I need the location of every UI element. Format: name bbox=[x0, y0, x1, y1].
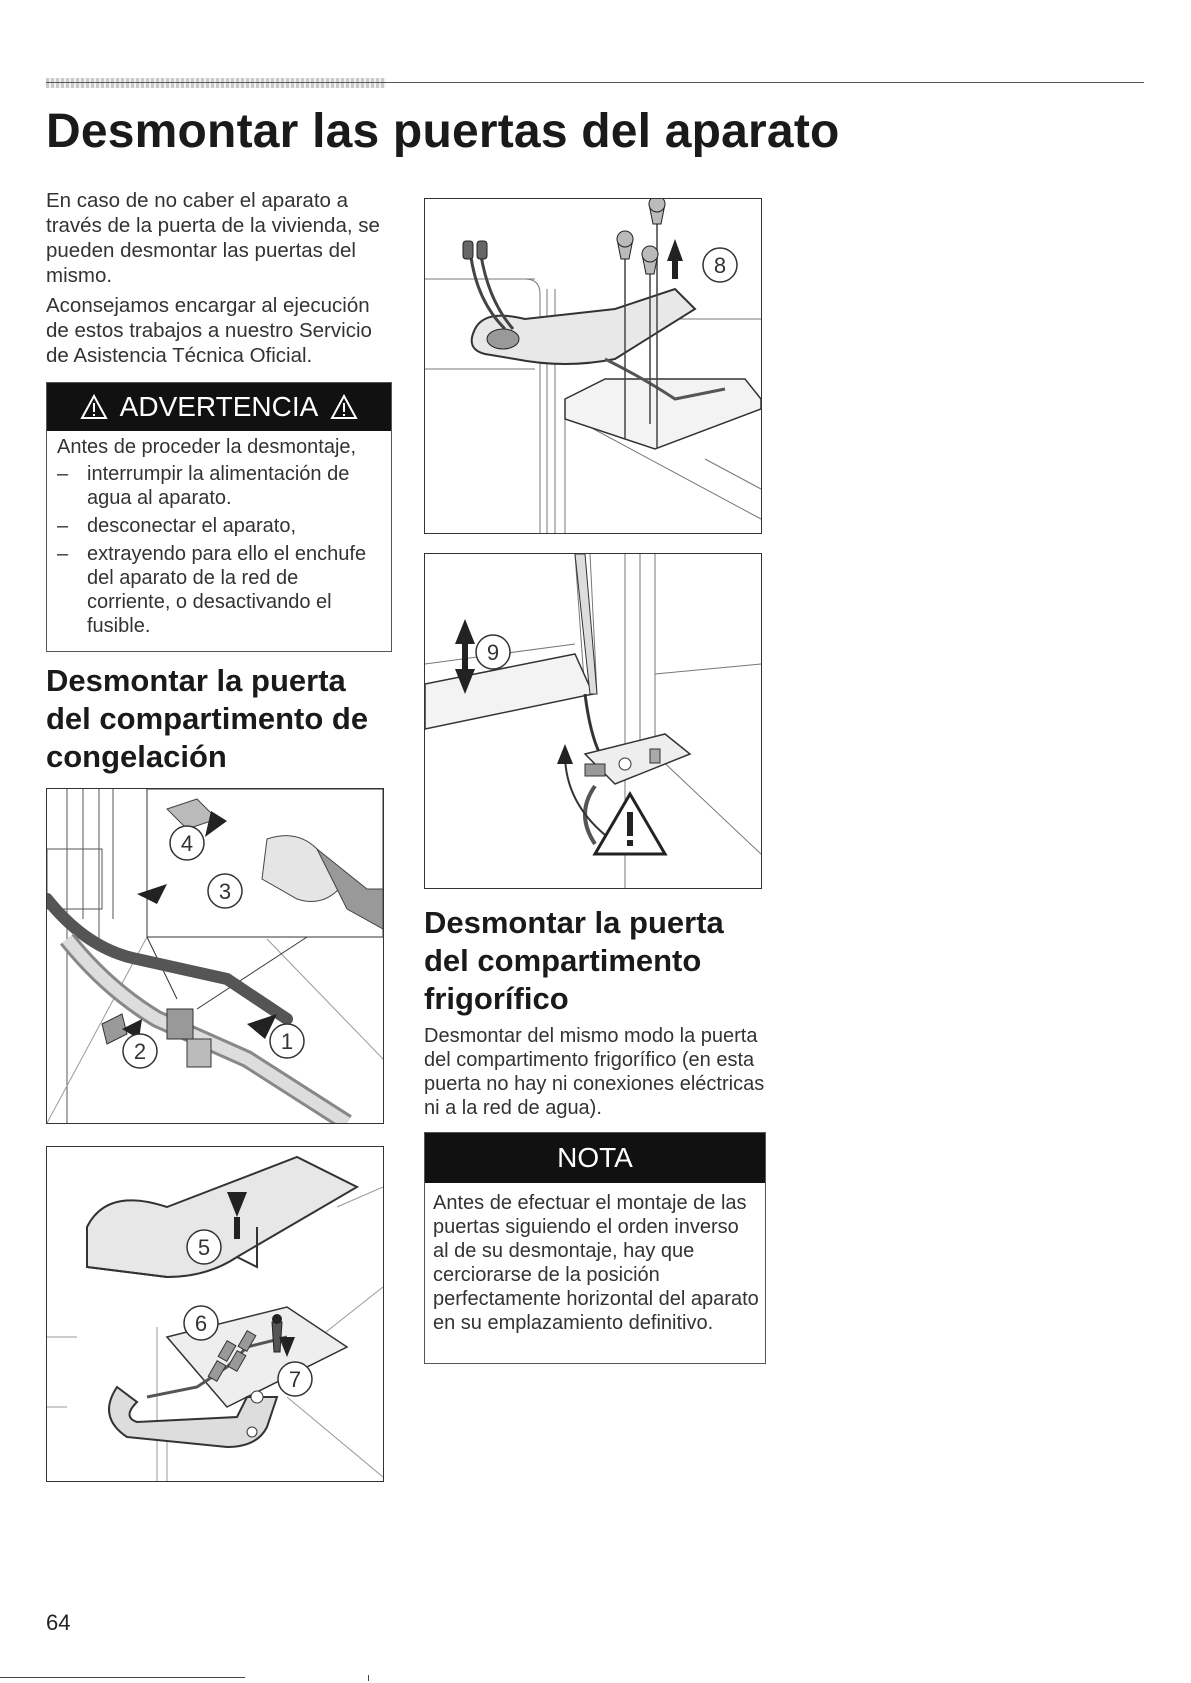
page-number: 64 bbox=[46, 1610, 71, 1635]
header-decor-strip bbox=[46, 78, 386, 88]
footer-mark bbox=[368, 1675, 369, 1681]
note-box bbox=[424, 1132, 766, 1364]
callout-6: 6 bbox=[194, 1311, 208, 1336]
warning-header bbox=[47, 383, 391, 431]
fridge-body: Desmontar del mismo modo la puerta del compartimento frigorífico (en esta puerta no hay ni conexiones eléctricas ni a la red de agua). bbox=[424, 1025, 765, 1119]
footer-rule bbox=[0, 1677, 245, 1678]
warning-list bbox=[57, 462, 387, 638]
warning-triangle-icon bbox=[80, 394, 108, 420]
freezer-heading: Desmontar la puerta del compartimento de congelación bbox=[46, 663, 369, 774]
callout-1: 1 bbox=[280, 1029, 294, 1054]
warning-item: – desconectar el aparato, bbox=[57, 515, 297, 537]
note-body: Antes de efectuar el montaje de las puertas siguiendo el orden inverso al de su desmontaje, hay que cerciorarse de la posición perfectamente horizontal del aparato en su emplazamiento definitivo. bbox=[433, 1192, 759, 1334]
warning-item: – interrumpir la alimentación de agua al aparato. bbox=[57, 463, 350, 509]
callout-8: 8 bbox=[713, 253, 727, 278]
callout-3: 3 bbox=[218, 879, 232, 904]
callout-2: 2 bbox=[133, 1039, 147, 1064]
warning-box bbox=[46, 382, 392, 652]
intro-paragraph-2: Aconsejamos encargar al ejecución de estos trabajos a nuestro Servicio de Asistencia Técnica Oficial. bbox=[46, 294, 372, 367]
warning-lead: Antes de proceder la desmontaje, bbox=[57, 436, 357, 458]
header-rule bbox=[46, 82, 1144, 83]
warning-label: ADVERTENCIA bbox=[119, 391, 319, 422]
warning-body bbox=[57, 435, 387, 642]
figure-hose-disconnect bbox=[46, 788, 384, 1124]
intro-text bbox=[46, 188, 396, 373]
fridge-heading: Desmontar la puerta del compartimento frigorífico bbox=[424, 905, 724, 1016]
callout-7: 7 bbox=[288, 1367, 302, 1392]
intro-paragraph-1: En caso de no caber el aparato a través de la puerta de la vivienda, se pueden desmontar las puertas del mismo. bbox=[46, 189, 380, 287]
warning-triangle-icon bbox=[330, 394, 358, 420]
figure-top-hinge bbox=[424, 198, 762, 534]
figure-hinge-removal bbox=[46, 1146, 384, 1482]
callout-9: 9 bbox=[486, 640, 500, 665]
figure-door-lift bbox=[424, 553, 762, 889]
callout-4: 4 bbox=[180, 831, 194, 856]
page-title: Desmontar las puertas del aparato bbox=[46, 105, 840, 158]
callout-5: 5 bbox=[197, 1235, 211, 1260]
note-header: NOTA bbox=[425, 1133, 765, 1183]
warning-item: – extrayendo para ello el enchufe del aparato de la red de corriente, o desactivando el fusible. bbox=[57, 543, 367, 637]
